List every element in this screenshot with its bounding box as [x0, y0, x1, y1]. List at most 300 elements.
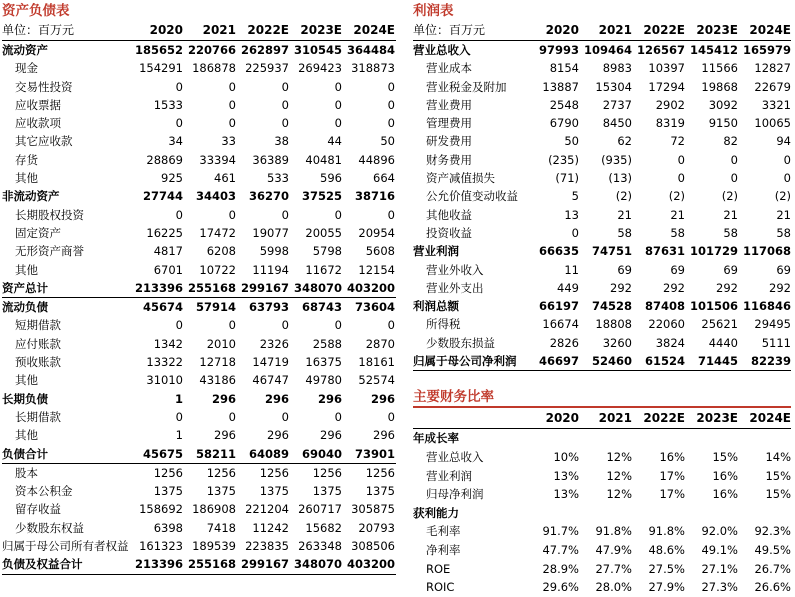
- row-value: 15682: [305, 520, 342, 535]
- row-value: 12%: [606, 468, 632, 483]
- row-value: 45674: [142, 300, 183, 315]
- row-value: 64089: [248, 446, 289, 461]
- row-value: 17%: [659, 468, 685, 483]
- income-panel: [413, 0, 791, 597]
- row-value: 0: [228, 97, 236, 112]
- table-row: [413, 560, 791, 579]
- year-header: 2021: [202, 23, 236, 37]
- row-value: 27.5%: [648, 561, 685, 576]
- row-value: 305875: [351, 502, 395, 517]
- row-value: 5: [571, 189, 579, 204]
- table-row: [413, 541, 791, 560]
- row-value: 0: [281, 97, 289, 112]
- table-row: [2, 279, 396, 298]
- row-value: 8450: [602, 116, 632, 131]
- row-value: 461: [214, 171, 236, 186]
- table-row: [2, 316, 396, 334]
- row-value: 11672: [305, 262, 342, 277]
- row-value: [685, 429, 738, 448]
- row-value: 18161: [358, 355, 395, 370]
- row-label: 其它应收款: [15, 134, 73, 149]
- table-row: [2, 242, 396, 260]
- ratios-header-blank: [413, 408, 526, 428]
- row-value: 5998: [259, 244, 289, 259]
- row-value: [579, 429, 632, 448]
- table-row: [2, 224, 396, 242]
- row-value: 296: [264, 391, 289, 406]
- row-value: 0: [730, 171, 738, 186]
- row-value: 0: [677, 171, 685, 186]
- row-value: 27744: [142, 189, 183, 204]
- row-value: 50: [380, 134, 395, 149]
- year-header: 2021: [598, 23, 632, 37]
- row-value: 260717: [298, 502, 342, 517]
- row-value: 63793: [248, 300, 289, 315]
- row-value: 0: [175, 409, 183, 424]
- row-value: 101729: [689, 244, 738, 259]
- row-value: 68743: [301, 300, 342, 315]
- row-value: 0: [281, 116, 289, 131]
- row-value: (13): [608, 171, 632, 186]
- row-value: 296: [211, 391, 236, 406]
- row-label: 营业费用: [426, 97, 472, 112]
- year-header: 2020: [149, 23, 183, 37]
- table-row: [413, 485, 791, 504]
- row-value: 62: [617, 134, 632, 149]
- year-header: 2022E: [247, 23, 289, 37]
- row-label: 其他: [15, 262, 38, 277]
- row-value: 186878: [192, 61, 236, 76]
- row-value: 292: [769, 280, 791, 295]
- row-value: 92.0%: [701, 524, 738, 539]
- row-value: 6790: [549, 116, 579, 131]
- row-value: 0: [175, 318, 183, 333]
- row-value: 92.3%: [754, 524, 791, 539]
- row-value: 223835: [245, 539, 289, 554]
- row-value: 74751: [591, 244, 632, 259]
- row-value: 91.7%: [542, 524, 579, 539]
- row-value: 116846: [742, 299, 791, 314]
- table-row: [413, 315, 791, 333]
- row-value: 1256: [206, 465, 236, 480]
- row-label: 资产减值损失: [426, 171, 495, 186]
- table-row: [413, 448, 791, 467]
- row-value: 296: [317, 391, 342, 406]
- year-header: 2023E: [696, 23, 738, 37]
- row-label: 营业税金及附加: [426, 79, 507, 94]
- row-value: 13322: [146, 355, 183, 370]
- row-value: 0: [228, 79, 236, 94]
- row-label: 长期负债: [2, 391, 48, 406]
- row-value: 28869: [146, 152, 183, 167]
- year-header: 2024E: [749, 411, 791, 426]
- row-value: 16%: [712, 487, 738, 502]
- unit-label: 单位：百万元: [2, 23, 75, 37]
- row-value: 0: [387, 97, 395, 112]
- row-value: 101506: [689, 299, 738, 314]
- row-value: 27.1%: [701, 561, 738, 576]
- row-value: 21: [776, 207, 791, 222]
- row-value: 292: [663, 280, 685, 295]
- row-label: 其他: [15, 428, 38, 443]
- row-value: 36389: [252, 152, 289, 167]
- year-header: 2023E: [696, 411, 738, 426]
- table-row: [413, 41, 791, 59]
- row-value: 0: [334, 116, 342, 131]
- row-value: 16375: [305, 355, 342, 370]
- row-value: 296: [370, 391, 395, 406]
- row-value: [526, 429, 579, 448]
- row-value: 6398: [153, 520, 183, 535]
- row-value: 58: [776, 225, 791, 240]
- row-value: 1375: [206, 484, 236, 499]
- row-value: 21: [670, 207, 685, 222]
- row-value: 17472: [199, 225, 236, 240]
- row-value: 1375: [259, 484, 289, 499]
- row-value: 6208: [206, 244, 236, 259]
- row-value: 296: [320, 428, 342, 443]
- row-label: 少数股东权益: [15, 520, 84, 535]
- row-value: 348070: [293, 280, 342, 295]
- row-value: 145412: [689, 43, 738, 57]
- row-value: 49780: [305, 373, 342, 388]
- row-value: 596: [320, 171, 342, 186]
- row-value: 117068: [742, 244, 791, 259]
- row-value: 0: [228, 409, 236, 424]
- table-row: [413, 297, 791, 315]
- row-label: ROE: [426, 561, 451, 576]
- row-value: 0: [387, 318, 395, 333]
- row-value: 13: [564, 207, 579, 222]
- row-label: 流动资产: [2, 43, 48, 57]
- row-label: 固定资产: [15, 225, 61, 240]
- row-value: 0: [387, 79, 395, 94]
- row-value: 52460: [591, 354, 632, 369]
- table-row: [413, 242, 791, 260]
- row-value: 33: [221, 134, 236, 149]
- row-label: 负债及权益合计: [2, 557, 83, 572]
- row-value: 61524: [644, 354, 685, 369]
- table-row: [2, 335, 396, 353]
- row-value: 14%: [765, 449, 791, 464]
- row-label: 毛利率: [426, 524, 461, 539]
- row-value: 296: [214, 428, 236, 443]
- year-header: 2022E: [643, 23, 685, 37]
- row-value: 10065: [754, 116, 791, 131]
- row-value: 16%: [712, 468, 738, 483]
- row-value: (935): [601, 152, 632, 167]
- row-value: 73604: [354, 300, 395, 315]
- row-value: 0: [334, 409, 342, 424]
- row-value: 14719: [252, 355, 289, 370]
- row-value: 87408: [644, 299, 685, 314]
- table-row: [413, 114, 791, 132]
- row-label: 归属于母公司所有者权益: [2, 539, 129, 554]
- year-header: 2020: [545, 23, 579, 37]
- row-value: 8154: [549, 61, 579, 76]
- row-value: 2326: [259, 336, 289, 351]
- row-value: 12154: [358, 262, 395, 277]
- row-value: 225937: [245, 61, 289, 76]
- row-label: 归属于母公司净利润: [413, 354, 517, 369]
- table-row: [413, 279, 791, 297]
- row-value: 0: [228, 318, 236, 333]
- row-value: 533: [267, 171, 289, 186]
- row-value: (235): [548, 152, 579, 167]
- row-value: 49.1%: [701, 542, 738, 557]
- row-value: (71): [555, 171, 579, 186]
- row-value: 0: [228, 116, 236, 131]
- row-value: 20954: [358, 225, 395, 240]
- row-label: 交易性投资: [15, 79, 73, 94]
- row-value: 13%: [553, 468, 579, 483]
- table-row: [2, 371, 396, 389]
- row-value: (2): [668, 189, 685, 204]
- row-value: 221204: [245, 502, 289, 517]
- table-row: [413, 467, 791, 486]
- row-value: 58: [723, 225, 738, 240]
- row-label: 营业利润: [426, 468, 472, 483]
- year-header: 2023E: [300, 23, 342, 37]
- row-value: 16%: [659, 449, 685, 464]
- row-value: 26.7%: [754, 561, 791, 576]
- table-row: [2, 261, 396, 279]
- row-value: 15%: [765, 468, 791, 483]
- row-label: 其他收益: [426, 207, 472, 222]
- row-value: 0: [281, 207, 289, 222]
- row-label: 管理费用: [426, 116, 472, 131]
- row-value: 0: [175, 79, 183, 94]
- balance-sheet-panel: [2, 0, 396, 575]
- table-row: [2, 169, 396, 187]
- row-value: 46697: [538, 354, 579, 369]
- row-label: 应收款项: [15, 116, 61, 131]
- row-label: 其他: [15, 373, 38, 388]
- row-value: 29.6%: [542, 580, 579, 595]
- row-value: 58: [617, 225, 632, 240]
- row-value: 50: [564, 134, 579, 149]
- ratios-table: [413, 429, 791, 596]
- table-row: [413, 59, 791, 77]
- row-value: 220766: [187, 43, 236, 57]
- row-value: (2): [774, 189, 791, 204]
- row-value: 22679: [754, 79, 791, 94]
- row-value: 28.9%: [542, 561, 579, 576]
- row-value: 1342: [153, 336, 183, 351]
- row-label: 营业利润: [413, 244, 459, 259]
- row-value: 1256: [365, 465, 395, 480]
- row-value: 449: [557, 280, 579, 295]
- row-value: 10722: [199, 262, 236, 277]
- row-label: 留存收益: [15, 502, 61, 517]
- row-value: 71445: [697, 354, 738, 369]
- table-row: [2, 151, 396, 169]
- row-value: 1: [175, 428, 183, 443]
- row-value: 47.9%: [595, 542, 632, 557]
- row-value: 8983: [602, 61, 632, 76]
- row-value: 2826: [549, 335, 579, 350]
- income-statement-header: [413, 20, 791, 41]
- row-value: 213396: [134, 280, 183, 295]
- row-value: 0: [334, 318, 342, 333]
- row-value: 12718: [199, 355, 236, 370]
- row-value: 29495: [754, 317, 791, 332]
- row-value: [685, 504, 738, 523]
- row-value: 91.8%: [648, 524, 685, 539]
- row-value: 348070: [293, 557, 342, 572]
- row-label: 获利能力: [413, 505, 459, 520]
- row-label: 营业总收入: [413, 43, 471, 57]
- row-label: 利润总额: [413, 299, 459, 314]
- row-value: 0: [228, 207, 236, 222]
- row-label: 投资收益: [426, 225, 472, 240]
- row-value: 263348: [298, 539, 342, 554]
- balance-sheet-table: [2, 41, 396, 575]
- row-value: 3092: [708, 97, 738, 112]
- row-value: 3260: [602, 335, 632, 350]
- row-value: 0: [175, 116, 183, 131]
- row-label: 营业外收入: [426, 262, 484, 277]
- row-value: 31010: [146, 373, 183, 388]
- row-value: 21: [617, 207, 632, 222]
- row-value: 26.6%: [754, 580, 791, 595]
- row-value: 69040: [301, 446, 342, 461]
- row-value: 161323: [139, 539, 183, 554]
- row-value: 1375: [153, 484, 183, 499]
- row-label: 流动负债: [2, 300, 48, 315]
- row-value: 10%: [553, 449, 579, 464]
- row-value: 158692: [139, 502, 183, 517]
- row-value: [526, 504, 579, 523]
- row-value: [738, 429, 791, 448]
- table-row: [2, 500, 396, 518]
- row-value: 87631: [644, 244, 685, 259]
- row-value: 13887: [542, 79, 579, 94]
- row-label: 股本: [15, 465, 38, 480]
- row-value: 34: [168, 134, 183, 149]
- row-value: [579, 504, 632, 523]
- row-label: 存货: [15, 152, 38, 167]
- row-value: 22060: [648, 317, 685, 332]
- table-row: [413, 132, 791, 150]
- table-row: [2, 555, 396, 574]
- row-value: 1533: [153, 97, 183, 112]
- row-label: 资本公积金: [15, 484, 73, 499]
- row-value: 38716: [354, 189, 395, 204]
- row-value: 0: [677, 152, 685, 167]
- row-value: 9150: [708, 116, 738, 131]
- balance-sheet-title: 资产负债表: [2, 3, 70, 19]
- row-value: 126567: [636, 43, 685, 57]
- row-value: 11194: [252, 262, 289, 277]
- row-value: 310545: [293, 43, 342, 57]
- row-label: 应收票据: [15, 97, 61, 112]
- balance-sheet-header: [2, 20, 396, 41]
- row-value: 16225: [146, 225, 183, 240]
- row-value: (2): [721, 189, 738, 204]
- row-value: 44896: [358, 152, 395, 167]
- ratios-title: 主要财务比率: [413, 386, 791, 408]
- row-value: 185652: [134, 43, 183, 57]
- row-value: 213396: [134, 557, 183, 572]
- table-row: [2, 519, 396, 537]
- row-value: 269423: [298, 61, 342, 76]
- row-value: [632, 504, 685, 523]
- row-value: 0: [387, 116, 395, 131]
- row-value: [738, 504, 791, 523]
- row-value: 292: [716, 280, 738, 295]
- row-value: 36270: [248, 189, 289, 204]
- row-value: 1256: [259, 465, 289, 480]
- table-row: [413, 261, 791, 279]
- table-row: [413, 334, 791, 352]
- table-row: [2, 206, 396, 224]
- row-value: 189539: [192, 539, 236, 554]
- table-row: [2, 298, 396, 316]
- row-value: 73901: [354, 446, 395, 461]
- row-value: 34403: [195, 189, 236, 204]
- row-value: 165979: [742, 43, 791, 57]
- row-value: 262897: [240, 43, 289, 57]
- row-value: 12%: [606, 449, 632, 464]
- row-value: 4817: [153, 244, 183, 259]
- year-header: 2024E: [353, 23, 395, 37]
- row-value: 2548: [549, 97, 579, 112]
- row-value: 5111: [761, 335, 791, 350]
- row-label: 预收账款: [15, 355, 61, 370]
- table-row: [2, 390, 396, 408]
- row-value: 15304: [595, 79, 632, 94]
- row-value: 0: [783, 171, 791, 186]
- row-value: 292: [610, 280, 632, 295]
- row-value: 6701: [153, 262, 183, 277]
- row-value: 17294: [648, 79, 685, 94]
- row-value: 664: [373, 171, 395, 186]
- table-row: [2, 132, 396, 150]
- table-row: [2, 408, 396, 426]
- row-label: 营业总收入: [426, 449, 484, 464]
- row-value: 25621: [701, 317, 738, 332]
- row-label: 所得税: [426, 317, 461, 332]
- row-value: 19868: [701, 79, 738, 94]
- row-label: 营业成本: [426, 61, 472, 76]
- row-value: 11566: [701, 61, 738, 76]
- table-row: [413, 78, 791, 96]
- row-value: 69: [723, 262, 738, 277]
- row-value: 37525: [301, 189, 342, 204]
- row-value: 18808: [595, 317, 632, 332]
- row-value: (2): [615, 189, 632, 204]
- row-label: 非流动资产: [2, 189, 60, 204]
- row-value: 5608: [365, 244, 395, 259]
- row-value: 299167: [240, 557, 289, 572]
- row-value: 27.3%: [701, 580, 738, 595]
- row-value: 69: [617, 262, 632, 277]
- row-label: 无形资产商誉: [15, 244, 84, 259]
- row-value: 69: [776, 262, 791, 277]
- table-row: [413, 504, 791, 523]
- table-row: [2, 114, 396, 132]
- income-statement-title: 利润表: [413, 3, 454, 19]
- row-value: 17%: [659, 487, 685, 502]
- row-label: 资产总计: [2, 280, 48, 295]
- row-value: 43186: [199, 373, 236, 388]
- row-value: 308506: [351, 539, 395, 554]
- row-value: 0: [281, 318, 289, 333]
- year-header: 2020: [545, 411, 579, 426]
- row-value: 154291: [139, 61, 183, 76]
- row-label: 归母净利润: [426, 487, 484, 502]
